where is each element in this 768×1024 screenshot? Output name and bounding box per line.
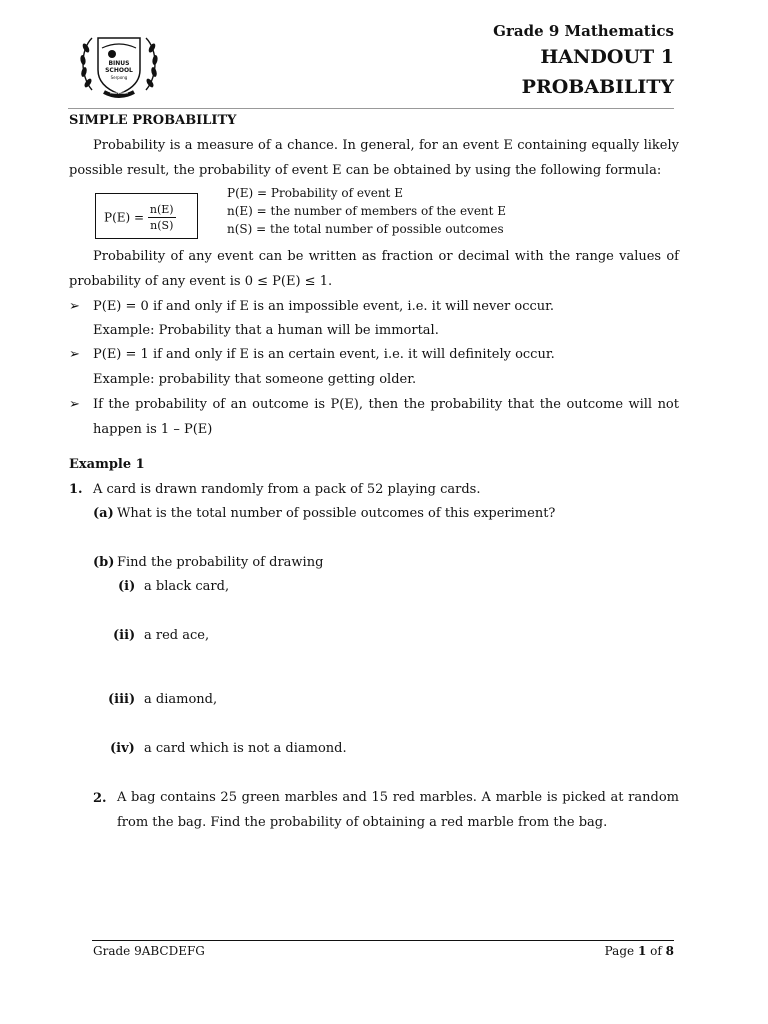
range-paragraph: Probability of any event can be written as fraction or decimal with the range values of probability of any event is 0 ≤ P(E) ≤ 1. [69,249,679,289]
school-logo [78,30,160,102]
page-current: 1 [637,944,647,958]
page-prefix: Page [604,944,635,958]
question-1b-label: (b) [93,555,115,570]
footer-left: Grade 9ABCDEFG [93,944,205,958]
header-handout: HANDOUT 1 [540,46,674,68]
page-of: of [650,944,662,958]
formula-lhs: P(E) = [104,210,145,225]
question-2-text: A bag contains 25 green marbles and 15 red marbles. A marble is picked at random from the bag. Find the probability of obtaining a red marble from the bag. [117,790,679,830]
question-1a-text: What is the total number of possible outcomes of this experiment? [117,506,556,521]
bullet-arrow-icon: ➢ [69,347,80,362]
bullet-2-text: P(E) = 1 if and only if E is an certain event, i.e. it will definitely occur. [93,347,555,362]
question-1a-label: (a) [93,506,114,521]
question-1-text: A card is drawn randomly from a pack of 52 playing cards. [93,482,481,497]
bullet-1-example: Example: Probability that a human will be immortal. [93,323,439,338]
formula-box [95,193,198,239]
part-iv-text: a card which is not a diamond. [144,741,347,756]
bullet-arrow-icon: ➢ [69,299,80,314]
formula-def-3: n(S) = the total number of possible outcomes [227,222,504,236]
section-title: SIMPLE PROBABILITY [69,113,237,128]
bullet-1-text: P(E) = 0 if and only if E is an impossible event, i.e. it will never occur. [93,299,555,314]
formula-def-2: n(E) = the number of members of the event E [227,204,507,218]
bullet-3-text: If the probability of an outcome is P(E), then the probability that the outcome will not happen is 1 – P(E) [93,397,679,437]
header-divider [68,108,674,109]
logo-subtext: Serpong [110,75,128,80]
bullet-arrow-icon: ➢ [69,397,80,412]
part-iii-label: (iii) [108,692,136,707]
bullet-2-example: Example: probability that someone getting older. [93,372,417,387]
formula-def-1: P(E) = Probability of event E [227,186,403,200]
header-subject: Grade 9 Mathematics [493,22,674,40]
formula-numerator: n(E) [149,203,174,216]
page-total: 8 [665,944,674,958]
logo-text: BINUS SCHOOL [105,60,133,74]
question-2-number: 2. [93,791,107,806]
example-1-title: Example 1 [69,457,145,472]
page-number [605,944,674,958]
part-i-text: a black card, [144,579,230,594]
footer-divider [92,940,674,941]
part-iv-label: (iv) [110,741,135,756]
formula-fraction [148,202,176,233]
formula-denominator: n(S) [150,219,174,232]
part-i-label: (i) [118,579,136,594]
question-1-number: 1. [69,482,83,497]
part-iii-text: a diamond, [144,692,218,707]
header-topic: PROBABILITY [521,76,674,98]
part-ii-label: (ii) [113,628,136,643]
logo-motto: Innovation [109,91,129,95]
intro-paragraph: Probability is a measure of a chance. In general, for an event E containing equally likely possible result, the probability of event E can be obtained by using the following formula: [69,138,679,178]
part-ii-text: a red ace, [144,628,210,643]
question-1b-text: Find the probability of drawing [117,555,324,570]
